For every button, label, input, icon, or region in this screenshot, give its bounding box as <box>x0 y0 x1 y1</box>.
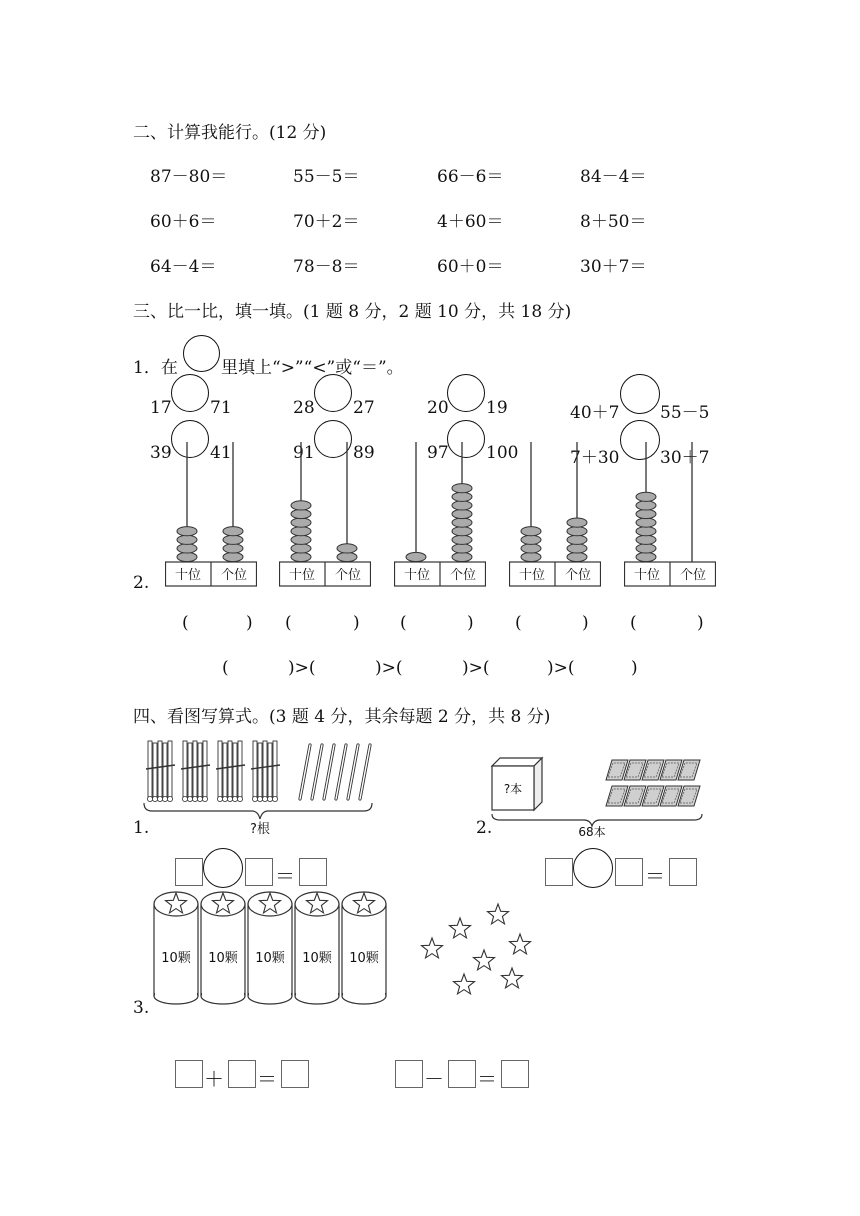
abacus-bead <box>177 552 197 561</box>
abacus-bead <box>177 535 197 544</box>
abacus-bead <box>567 535 587 544</box>
abacus-bead <box>636 552 656 561</box>
compare-right: 27 <box>353 398 375 418</box>
ones-place-label: 个位 <box>220 568 248 583</box>
abacus-bead <box>452 527 472 536</box>
abacus <box>279 440 371 590</box>
calc-item: 64－4＝ <box>150 257 217 277</box>
compare-left: 17 <box>150 398 172 418</box>
stick-bundle <box>146 741 175 802</box>
abacus-bead <box>452 535 472 544</box>
abacus-bead <box>636 544 656 553</box>
stick-bundles <box>146 741 370 802</box>
order-paren[interactable]: )>( <box>462 658 490 678</box>
answer-box[interactable] <box>615 858 643 886</box>
answer-paren: ( <box>515 613 522 633</box>
equals-sign: ＝ <box>645 864 665 888</box>
equals-sign: ＝ <box>275 864 295 888</box>
star-icon <box>422 938 443 958</box>
section3-title: 三、比一比，填一填。(1 题 8 分，2 题 10 分，共 18 分) <box>133 302 572 322</box>
abacus-bead <box>636 518 656 527</box>
calc-item: 87－80＝ <box>150 167 228 187</box>
abacus-bead <box>636 527 656 536</box>
q2-label: 2. <box>476 818 493 838</box>
answer-box[interactable] <box>501 1060 529 1088</box>
answer-box[interactable] <box>245 858 273 886</box>
star-jar <box>248 892 292 1004</box>
q2-label: 2. <box>133 573 150 593</box>
q1-prefix: 1．在 <box>133 358 178 378</box>
star-icon <box>502 968 523 988</box>
answer-box[interactable] <box>448 1060 476 1088</box>
answer-paren: ( <box>400 613 407 633</box>
compare-right: 19 <box>486 398 508 418</box>
abacus-bead <box>452 492 472 501</box>
compare-right: 100 <box>486 443 519 463</box>
abacus-bead <box>223 527 243 536</box>
q1-instruction: 里填上“>”“<”或“＝”。 <box>221 358 404 378</box>
jar-label: 10颗 <box>161 951 191 966</box>
answer-circle[interactable] <box>447 374 485 412</box>
answer-box[interactable] <box>299 858 327 886</box>
box-label: ?本 <box>503 782 523 796</box>
books-illustration <box>488 750 708 840</box>
calc-item: 84－4＝ <box>580 167 647 187</box>
order-paren[interactable]: )>( <box>375 658 403 678</box>
answer-paren[interactable]: ) <box>697 613 704 633</box>
answer-paren: ( <box>285 613 292 633</box>
abacus-bead <box>337 552 357 561</box>
answer-box[interactable] <box>175 858 203 886</box>
book-box <box>492 758 542 810</box>
answer-circle[interactable] <box>171 374 209 412</box>
stick-bundle <box>251 741 280 802</box>
star-icon <box>474 950 495 970</box>
calc-item: 60＋6＝ <box>150 212 217 232</box>
star-jar <box>154 892 198 1004</box>
answer-circle[interactable] <box>620 374 660 414</box>
calc-item: 55－5＝ <box>293 167 360 187</box>
star-jar <box>295 892 339 1004</box>
calc-item: 8＋50＝ <box>580 212 647 232</box>
abacus-bead <box>567 552 587 561</box>
book-stacks <box>606 760 700 806</box>
abacus-bead <box>452 552 472 561</box>
abacus-bead <box>452 518 472 527</box>
brace <box>144 803 372 819</box>
star-jars <box>154 892 386 1004</box>
abacus-bead <box>291 544 311 553</box>
section4-title: 四、看图写算式。(3 题 4 分，其余每题 2 分，共 8 分) <box>133 707 551 727</box>
abacus-bead <box>567 518 587 527</box>
compare-left: 97 <box>427 443 449 463</box>
answer-box[interactable] <box>545 858 573 886</box>
loose-stars <box>412 895 542 1005</box>
answer-paren[interactable]: ) <box>246 613 253 633</box>
abacus-bead <box>291 518 311 527</box>
answer-paren[interactable]: ) <box>582 613 589 633</box>
order-paren: ( <box>222 658 229 678</box>
abacus <box>165 440 257 590</box>
abacus-bead <box>452 509 472 518</box>
star-icon <box>454 974 475 994</box>
sticks-illustration <box>140 735 380 840</box>
ones-place-label: 个位 <box>449 568 477 583</box>
answer-circle[interactable] <box>314 374 352 412</box>
abacus-bead <box>452 484 472 493</box>
calc-item: 78－8＝ <box>293 257 360 277</box>
compare-left: 7＋30 <box>570 448 620 468</box>
abacus-bead <box>406 552 426 561</box>
compare-right: 71 <box>210 398 232 418</box>
compare-left: 40＋7 <box>570 403 620 423</box>
order-paren[interactable]: )>( <box>288 658 316 678</box>
tens-place-label: 十位 <box>403 568 431 583</box>
abacus-bead <box>636 509 656 518</box>
compare-right: 30＋7 <box>660 448 710 468</box>
jar-label: 10颗 <box>302 951 332 966</box>
calc-item: 66－6＝ <box>437 167 504 187</box>
abacus <box>509 440 601 590</box>
abacus-bead <box>567 544 587 553</box>
compare-left: 39 <box>150 443 172 463</box>
ones-place-label: 个位 <box>564 568 592 583</box>
answer-paren[interactable]: ) <box>467 613 474 633</box>
stick-bundle <box>216 741 245 802</box>
calc-item: 60＋0＝ <box>437 257 504 277</box>
order-paren[interactable]: )>( <box>547 658 575 678</box>
abacus-bead <box>291 509 311 518</box>
abacus <box>394 440 486 590</box>
compare-left: 28 <box>293 398 315 418</box>
abacus-bead <box>636 535 656 544</box>
operator-circle[interactable] <box>573 848 613 888</box>
sticks-caption: ?根 <box>250 822 270 837</box>
answer-circle[interactable] <box>183 335 220 372</box>
abacus-bead <box>291 535 311 544</box>
jar-label: 10颗 <box>255 951 285 966</box>
abacus <box>624 440 716 590</box>
calc-item: 30＋7＝ <box>580 257 647 277</box>
tens-place-label: 十位 <box>518 568 546 583</box>
loose-star-group <box>422 904 531 994</box>
stick-bundle <box>181 741 210 802</box>
abacus-bead <box>223 552 243 561</box>
abacus-bead <box>223 544 243 553</box>
answer-paren[interactable]: ) <box>353 613 360 633</box>
abacus-bead <box>337 544 357 553</box>
q3-label: 3. <box>133 998 150 1018</box>
abacus-bead <box>452 501 472 510</box>
ones-place-label: 个位 <box>679 568 707 583</box>
equals-sign: ＝ <box>477 1067 497 1091</box>
star-jar <box>342 892 386 1004</box>
abacus-bead <box>452 544 472 553</box>
compare-right: 55－5 <box>660 403 710 423</box>
abacus-bead <box>521 527 541 536</box>
calc-item: 4＋60＝ <box>437 212 504 232</box>
star-icon <box>450 918 471 938</box>
jar-label: 10颗 <box>208 951 238 966</box>
abacus-bead <box>636 501 656 510</box>
plus-sign: ＋ <box>204 1067 224 1091</box>
abacus-bead <box>177 544 197 553</box>
compare-right: 41 <box>210 443 232 463</box>
compare-left: 91 <box>293 443 315 463</box>
order-paren[interactable]: ) <box>631 658 638 678</box>
star-jar <box>201 892 245 1004</box>
abacus-bead <box>223 535 243 544</box>
jars-illustration <box>152 890 392 1010</box>
jar-label: 10颗 <box>349 951 379 966</box>
books-caption: 68本 <box>578 825 606 839</box>
section2-title: 二、计算我能行。(12 分) <box>133 123 327 143</box>
abacus-bead <box>521 535 541 544</box>
q1-label: 1. <box>133 818 150 838</box>
answer-paren: ( <box>630 613 637 633</box>
answer-box[interactable] <box>281 1060 309 1088</box>
answer-box[interactable] <box>175 1060 203 1088</box>
equals-sign: ＝ <box>257 1067 277 1091</box>
abacus-bead <box>291 501 311 510</box>
answer-box[interactable] <box>669 858 697 886</box>
answer-paren: ( <box>182 613 189 633</box>
star-icon <box>488 904 509 924</box>
tens-place-label: 十位 <box>633 568 661 583</box>
abacus-bead <box>636 492 656 501</box>
minus-sign: － <box>424 1067 444 1091</box>
abacus-bead <box>521 544 541 553</box>
compare-right: 89 <box>353 443 375 463</box>
calc-item: 70＋2＝ <box>293 212 360 232</box>
operator-circle[interactable] <box>203 848 243 888</box>
abacus-bead <box>291 552 311 561</box>
answer-box[interactable] <box>228 1060 256 1088</box>
tens-place-label: 十位 <box>288 568 316 583</box>
abacus-bead <box>567 527 587 536</box>
abacus-bead <box>521 552 541 561</box>
compare-left: 20 <box>427 398 449 418</box>
star-icon <box>510 934 531 954</box>
ones-place-label: 个位 <box>334 568 362 583</box>
answer-box[interactable] <box>395 1060 423 1088</box>
tens-place-label: 十位 <box>174 568 202 583</box>
abacus-bead <box>291 527 311 536</box>
abacus-bead <box>177 527 197 536</box>
